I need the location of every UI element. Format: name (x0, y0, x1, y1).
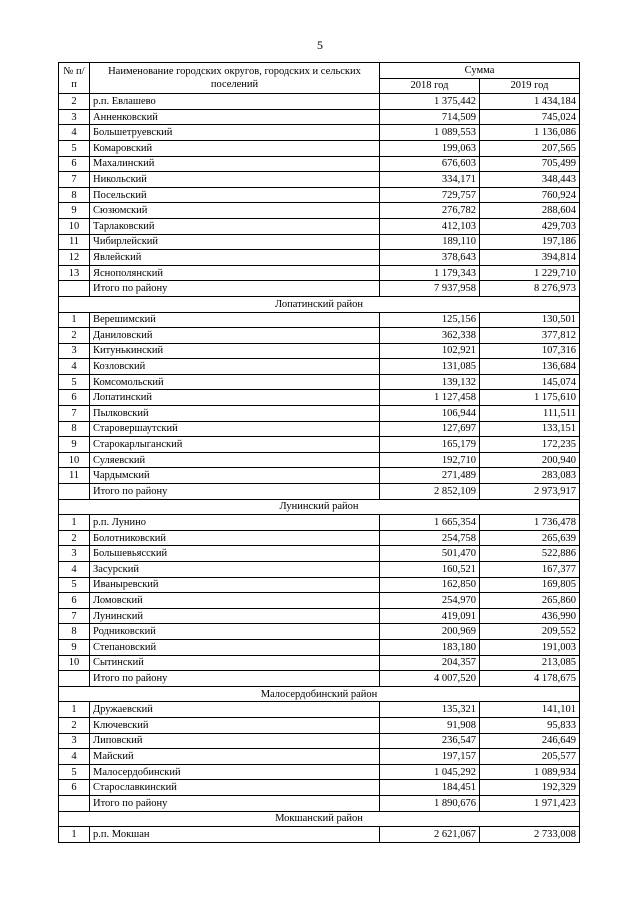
amount-2019: 107,316 (480, 343, 580, 359)
amount-2018: 419,091 (380, 608, 480, 624)
amount-2018: 4 007,520 (380, 671, 480, 687)
amount-2018: 254,970 (380, 593, 480, 609)
amount-2018: 254,758 (380, 530, 480, 546)
section-title: Мокшанский район (59, 811, 580, 827)
table-row (59, 250, 580, 266)
table-body (59, 94, 580, 843)
row-number: 1 (59, 702, 90, 718)
amount-2018: 165,179 (380, 437, 480, 453)
section-header-row (59, 296, 580, 312)
table-row (59, 218, 580, 234)
amount-2019: 394,814 (480, 250, 580, 266)
budget-table (58, 62, 580, 843)
row-number: 5 (59, 764, 90, 780)
amount-2019: 429,703 (480, 218, 580, 234)
row-number: 9 (59, 437, 90, 453)
amount-2018: 1 127,458 (380, 390, 480, 406)
settlement-name: Чардымский (90, 468, 380, 484)
table-row (59, 109, 580, 125)
amount-2019: 265,639 (480, 530, 580, 546)
settlement-name: Козловский (90, 359, 380, 375)
amount-2019: 8 276,973 (480, 281, 580, 297)
amount-2019: 213,085 (480, 655, 580, 671)
amount-2019: 141,101 (480, 702, 580, 718)
amount-2018: 127,697 (380, 421, 480, 437)
table-row (59, 172, 580, 188)
row-number: 3 (59, 109, 90, 125)
settlement-name: Родниковский (90, 624, 380, 640)
amount-2018: 271,489 (380, 468, 480, 484)
total-row (59, 484, 580, 500)
table-row (59, 187, 580, 203)
table-row (59, 546, 580, 562)
amount-2019: 1 736,478 (480, 515, 580, 531)
settlement-name: Лопатинский (90, 390, 380, 406)
settlement-name: Старокарлыганский (90, 437, 380, 453)
row-number (59, 795, 90, 811)
row-number: 10 (59, 452, 90, 468)
settlement-name: Болотниковский (90, 530, 380, 546)
amount-2018: 729,757 (380, 187, 480, 203)
settlement-name: Степановский (90, 639, 380, 655)
amount-2018: 106,944 (380, 406, 480, 422)
row-number (59, 484, 90, 500)
amount-2018: 189,110 (380, 234, 480, 250)
table-row (59, 452, 580, 468)
settlement-name: Итого по району (90, 484, 380, 500)
amount-2019: 130,501 (480, 312, 580, 328)
row-number: 3 (59, 546, 90, 562)
amount-2018: 334,171 (380, 172, 480, 188)
table-row (59, 468, 580, 484)
row-number: 1 (59, 515, 90, 531)
row-number (59, 671, 90, 687)
table-row (59, 639, 580, 655)
settlement-name: Старовершаутский (90, 421, 380, 437)
table-row (59, 624, 580, 640)
total-row (59, 281, 580, 297)
table-row (59, 562, 580, 578)
amount-2018: 135,321 (380, 702, 480, 718)
settlement-name: Итого по району (90, 795, 380, 811)
amount-2018: 2 621,067 (380, 827, 480, 843)
row-number: 5 (59, 374, 90, 390)
amount-2019: 705,499 (480, 156, 580, 172)
amount-2018: 1 089,553 (380, 125, 480, 141)
amount-2019: 745,024 (480, 109, 580, 125)
table-row (59, 406, 580, 422)
settlement-name: Никольский (90, 172, 380, 188)
row-number: 7 (59, 608, 90, 624)
table-row (59, 593, 580, 609)
row-number: 4 (59, 749, 90, 765)
row-number (59, 281, 90, 297)
section-header-row (59, 811, 580, 827)
row-number: 13 (59, 265, 90, 281)
amount-2019: 283,083 (480, 468, 580, 484)
table-row (59, 328, 580, 344)
row-number: 3 (59, 343, 90, 359)
amount-2019: 133,151 (480, 421, 580, 437)
amount-2019: 2 733,008 (480, 827, 580, 843)
table-row (59, 312, 580, 328)
amount-2019: 2 973,917 (480, 484, 580, 500)
row-number: 7 (59, 172, 90, 188)
table-row (59, 94, 580, 110)
row-number: 4 (59, 359, 90, 375)
row-number: 8 (59, 187, 90, 203)
row-number: 6 (59, 593, 90, 609)
settlement-name: Тарлаковский (90, 218, 380, 234)
amount-2018: 1 375,442 (380, 94, 480, 110)
settlement-name: Большетруевский (90, 125, 380, 141)
row-number: 11 (59, 468, 90, 484)
amount-2018: 412,103 (380, 218, 480, 234)
amount-2018: 162,850 (380, 577, 480, 593)
amount-2018: 204,357 (380, 655, 480, 671)
section-header-row (59, 686, 580, 702)
column-header-sum: Сумма (380, 63, 580, 79)
amount-2018: 197,157 (380, 749, 480, 765)
settlement-name: Китунькинский (90, 343, 380, 359)
settlement-name: р.п. Мокшан (90, 827, 380, 843)
amount-2018: 131,085 (380, 359, 480, 375)
settlement-name: Чибирлейский (90, 234, 380, 250)
amount-2018: 378,643 (380, 250, 480, 266)
settlement-name: Махалинский (90, 156, 380, 172)
row-number: 10 (59, 655, 90, 671)
amount-2019: 145,074 (480, 374, 580, 390)
row-number: 8 (59, 624, 90, 640)
amount-2018: 362,338 (380, 328, 480, 344)
settlement-name: Анненковский (90, 109, 380, 125)
settlement-name: Комсомольский (90, 374, 380, 390)
amount-2019: 1 175,610 (480, 390, 580, 406)
amount-2019: 246,649 (480, 733, 580, 749)
amount-2018: 1 045,292 (380, 764, 480, 780)
amount-2019: 169,805 (480, 577, 580, 593)
table-row (59, 827, 580, 843)
amount-2019: 95,833 (480, 717, 580, 733)
table-row (59, 515, 580, 531)
table-row (59, 749, 580, 765)
table-row (59, 764, 580, 780)
table-row (59, 359, 580, 375)
settlement-name: Посельский (90, 187, 380, 203)
settlement-name: Майский (90, 749, 380, 765)
amount-2018: 102,921 (380, 343, 480, 359)
amount-2019: 167,377 (480, 562, 580, 578)
table-row (59, 374, 580, 390)
amount-2019: 1 089,934 (480, 764, 580, 780)
amount-2019: 348,443 (480, 172, 580, 188)
row-number: 6 (59, 156, 90, 172)
settlement-name: Явлейский (90, 250, 380, 266)
settlement-name: Иваныревский (90, 577, 380, 593)
amount-2019: 1 229,710 (480, 265, 580, 281)
amount-2019: 197,186 (480, 234, 580, 250)
settlement-name: Сытинский (90, 655, 380, 671)
column-header-year-2018: 2018 год (380, 78, 480, 94)
table-row (59, 390, 580, 406)
row-number: 4 (59, 562, 90, 578)
row-number: 2 (59, 530, 90, 546)
row-number: 1 (59, 827, 90, 843)
amount-2018: 276,782 (380, 203, 480, 219)
row-number: 9 (59, 203, 90, 219)
amount-2018: 184,451 (380, 780, 480, 796)
row-number: 11 (59, 234, 90, 250)
amount-2019: 760,924 (480, 187, 580, 203)
amount-2018: 676,603 (380, 156, 480, 172)
amount-2018: 183,180 (380, 639, 480, 655)
settlement-name: Ломовский (90, 593, 380, 609)
settlement-name: Комаровский (90, 140, 380, 156)
table-row (59, 733, 580, 749)
row-number: 5 (59, 577, 90, 593)
amount-2018: 7 937,958 (380, 281, 480, 297)
amount-2019: 207,565 (480, 140, 580, 156)
table-row (59, 140, 580, 156)
settlement-name: Итого по району (90, 281, 380, 297)
amount-2019: 1 434,184 (480, 94, 580, 110)
amount-2019: 522,886 (480, 546, 580, 562)
settlement-name: Даниловский (90, 328, 380, 344)
row-number: 7 (59, 406, 90, 422)
table-row (59, 717, 580, 733)
amount-2019: 288,604 (480, 203, 580, 219)
table-row (59, 702, 580, 718)
row-number: 12 (59, 250, 90, 266)
section-title: Малосердобинский район (59, 686, 580, 702)
amount-2019: 1 971,423 (480, 795, 580, 811)
column-header-num: № п/п (59, 63, 90, 94)
amount-2019: 377,812 (480, 328, 580, 344)
row-number: 2 (59, 94, 90, 110)
column-header-name: Наименование городских округов, городских и сельских поселений (90, 63, 380, 94)
amount-2018: 160,521 (380, 562, 480, 578)
amount-2018: 2 852,109 (380, 484, 480, 500)
table-row (59, 203, 580, 219)
amount-2018: 125,156 (380, 312, 480, 328)
section-title: Лунинский район (59, 499, 580, 515)
page-number: 5 (317, 38, 323, 52)
row-number: 2 (59, 328, 90, 344)
table-row (59, 156, 580, 172)
settlement-name: Яснополянский (90, 265, 380, 281)
amount-2018: 192,710 (380, 452, 480, 468)
table-row (59, 125, 580, 141)
row-number: 10 (59, 218, 90, 234)
table-header (59, 63, 580, 94)
settlement-name: р.п. Лунино (90, 515, 380, 531)
row-number: 9 (59, 639, 90, 655)
settlement-name: Лунинский (90, 608, 380, 624)
settlement-name: Большевьясский (90, 546, 380, 562)
section-header-row (59, 499, 580, 515)
settlement-name: Итого по району (90, 671, 380, 687)
amount-2019: 136,684 (480, 359, 580, 375)
table-row (59, 265, 580, 281)
table-row (59, 343, 580, 359)
settlement-name: Ключевский (90, 717, 380, 733)
table-row (59, 421, 580, 437)
row-number: 5 (59, 140, 90, 156)
settlement-name: Засурский (90, 562, 380, 578)
amount-2019: 209,552 (480, 624, 580, 640)
settlement-name: Липовский (90, 733, 380, 749)
amount-2019: 4 178,675 (480, 671, 580, 687)
table-row (59, 234, 580, 250)
row-number: 1 (59, 312, 90, 328)
settlement-name: р.п. Евлашево (90, 94, 380, 110)
table-row (59, 577, 580, 593)
amount-2019: 200,940 (480, 452, 580, 468)
amount-2018: 1 665,354 (380, 515, 480, 531)
row-number: 3 (59, 733, 90, 749)
amount-2018: 501,470 (380, 546, 480, 562)
amount-2019: 192,329 (480, 780, 580, 796)
table-row (59, 608, 580, 624)
column-header-year-2019: 2019 год (480, 78, 580, 94)
settlement-name: Дружаевский (90, 702, 380, 718)
amount-2019: 191,003 (480, 639, 580, 655)
row-number: 2 (59, 717, 90, 733)
section-title: Лопатинский район (59, 296, 580, 312)
row-number: 6 (59, 390, 90, 406)
table-row (59, 780, 580, 796)
amount-2019: 265,860 (480, 593, 580, 609)
total-row (59, 671, 580, 687)
settlement-name: Суляевский (90, 452, 380, 468)
settlement-name: Малосердобинский (90, 764, 380, 780)
amount-2019: 111,511 (480, 406, 580, 422)
table-row (59, 437, 580, 453)
amount-2018: 1 890,676 (380, 795, 480, 811)
amount-2018: 236,547 (380, 733, 480, 749)
settlement-name: Старославкинский (90, 780, 380, 796)
table-row (59, 530, 580, 546)
amount-2018: 199,063 (380, 140, 480, 156)
amount-2019: 436,990 (480, 608, 580, 624)
amount-2019: 205,577 (480, 749, 580, 765)
amount-2018: 139,132 (380, 374, 480, 390)
row-number: 6 (59, 780, 90, 796)
amount-2019: 1 136,086 (480, 125, 580, 141)
row-number: 8 (59, 421, 90, 437)
amount-2018: 91,908 (380, 717, 480, 733)
amount-2018: 714,509 (380, 109, 480, 125)
amount-2019: 172,235 (480, 437, 580, 453)
table-row (59, 655, 580, 671)
amount-2018: 1 179,343 (380, 265, 480, 281)
settlement-name: Верешимский (90, 312, 380, 328)
settlement-name: Пылковский (90, 406, 380, 422)
settlement-name: Сюзюмский (90, 203, 380, 219)
row-number: 4 (59, 125, 90, 141)
total-row (59, 795, 580, 811)
amount-2018: 200,969 (380, 624, 480, 640)
